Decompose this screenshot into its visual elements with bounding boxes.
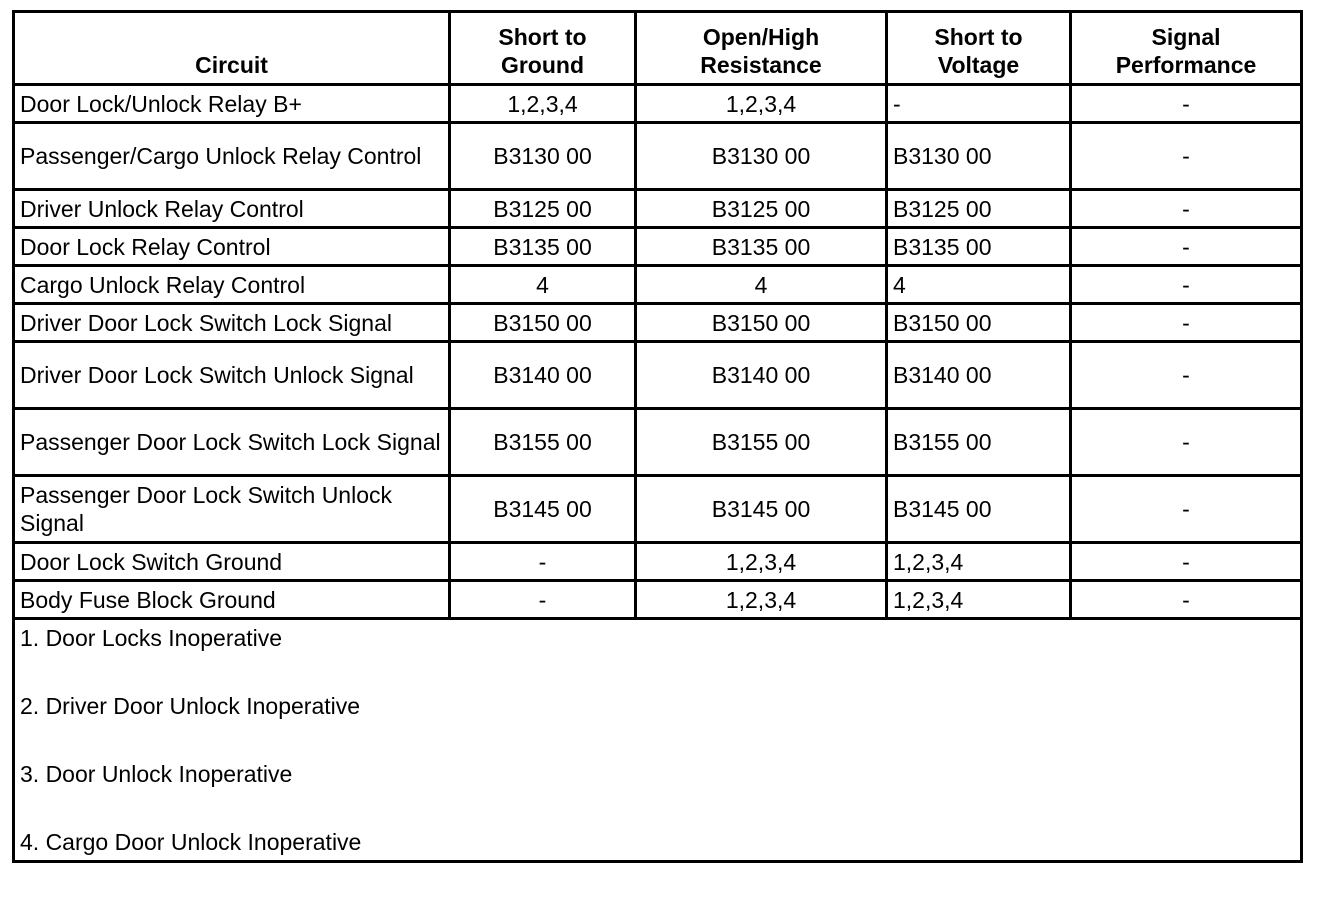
short-to-ground-cell: B3130 00 bbox=[450, 123, 636, 190]
open-high-resistance-cell: B3140 00 bbox=[636, 342, 887, 409]
open-high-resistance-cell: B3155 00 bbox=[636, 409, 887, 476]
circuit-cell: Driver Door Lock Switch Unlock Signal bbox=[14, 342, 450, 409]
table-row bbox=[14, 543, 1302, 581]
signal-performance-cell: - bbox=[1071, 304, 1302, 342]
circuit-cell: Passenger/Cargo Unlock Relay Control bbox=[14, 123, 450, 190]
short-to-voltage-cell: - bbox=[887, 85, 1071, 123]
short-to-ground-cell: B3155 00 bbox=[450, 409, 636, 476]
open-high-resistance-cell: B3125 00 bbox=[636, 190, 887, 228]
short-to-voltage-cell: B3140 00 bbox=[887, 342, 1071, 409]
circuit-cell: Driver Unlock Relay Control bbox=[14, 190, 450, 228]
table-row bbox=[14, 190, 1302, 228]
signal-performance-cell: - bbox=[1071, 409, 1302, 476]
short-to-voltage-cell: B3125 00 bbox=[887, 190, 1071, 228]
open-high-resistance-cell: 4 bbox=[636, 266, 887, 304]
short-to-voltage-cell: B3155 00 bbox=[887, 409, 1071, 476]
short-to-voltage-cell: 1,2,3,4 bbox=[887, 581, 1071, 619]
short-to-voltage-cell: B3150 00 bbox=[887, 304, 1071, 342]
short-to-ground-cell: B3125 00 bbox=[450, 190, 636, 228]
open-high-resistance-cell: 1,2,3,4 bbox=[636, 543, 887, 581]
header-open-high-line1: Open/High bbox=[702, 24, 820, 50]
signal-performance-cell: - bbox=[1071, 85, 1302, 123]
circuit-cell: Door Lock Relay Control bbox=[14, 228, 450, 266]
header-open-high-resistance bbox=[636, 12, 887, 85]
short-to-ground-cell: - bbox=[450, 543, 636, 581]
signal-performance-cell: - bbox=[1071, 543, 1302, 581]
open-high-resistance-cell: B3145 00 bbox=[636, 476, 887, 543]
short-to-ground-cell: B3140 00 bbox=[450, 342, 636, 409]
open-high-resistance-cell: B3135 00 bbox=[636, 228, 887, 266]
short-to-ground-cell: B3150 00 bbox=[450, 304, 636, 342]
signal-performance-cell: - bbox=[1071, 123, 1302, 190]
signal-performance-cell: - bbox=[1071, 581, 1302, 619]
circuit-cell: Door Lock/Unlock Relay B+ bbox=[14, 85, 450, 123]
circuit-cell: Door Lock Switch Ground bbox=[14, 543, 450, 581]
circuit-cell: Passenger Door Lock Switch Unlock Signal bbox=[14, 476, 450, 543]
note-item: 3. Door Unlock Inoperative bbox=[20, 761, 293, 787]
header-signal-performance-line2: Performance bbox=[1115, 52, 1257, 78]
table-row bbox=[14, 123, 1302, 190]
open-high-resistance-cell: 1,2,3,4 bbox=[636, 85, 887, 123]
header-circuit bbox=[14, 12, 450, 85]
short-to-voltage-cell: 4 bbox=[887, 266, 1071, 304]
header-short-to-ground-line1: Short to bbox=[498, 24, 587, 50]
note-item: 4. Cargo Door Unlock Inoperative bbox=[20, 829, 362, 855]
table-row bbox=[14, 85, 1302, 123]
signal-performance-cell: - bbox=[1071, 190, 1302, 228]
short-to-voltage-cell: B3145 00 bbox=[887, 476, 1071, 543]
short-to-ground-cell: 1,2,3,4 bbox=[450, 85, 636, 123]
signal-performance-cell: - bbox=[1071, 228, 1302, 266]
header-short-to-voltage bbox=[887, 12, 1071, 85]
table-row bbox=[14, 304, 1302, 342]
circuit-diagnostic-table bbox=[12, 10, 1303, 863]
table-row bbox=[14, 228, 1302, 266]
circuit-cell: Passenger Door Lock Switch Lock Signal bbox=[14, 409, 450, 476]
header-short-to-voltage-line2: Voltage bbox=[937, 52, 1020, 78]
notes-cell bbox=[14, 619, 1302, 862]
table-row bbox=[14, 476, 1302, 543]
short-to-voltage-cell: 1,2,3,4 bbox=[887, 543, 1071, 581]
note-item: 2. Driver Door Unlock Inoperative bbox=[20, 693, 361, 719]
open-high-resistance-cell: B3150 00 bbox=[636, 304, 887, 342]
short-to-ground-cell: - bbox=[450, 581, 636, 619]
header-short-to-voltage-line1: Short to bbox=[934, 24, 1023, 50]
short-to-ground-cell: 4 bbox=[450, 266, 636, 304]
open-high-resistance-cell: 1,2,3,4 bbox=[636, 581, 887, 619]
signal-performance-cell: - bbox=[1071, 476, 1302, 543]
header-signal-performance-line1: Signal bbox=[1151, 24, 1221, 50]
short-to-voltage-cell: B3135 00 bbox=[887, 228, 1071, 266]
header-short-to-ground bbox=[450, 12, 636, 85]
header-signal-performance bbox=[1071, 12, 1302, 85]
circuit-cell: Driver Door Lock Switch Lock Signal bbox=[14, 304, 450, 342]
short-to-ground-cell: B3135 00 bbox=[450, 228, 636, 266]
signal-performance-cell: - bbox=[1071, 266, 1302, 304]
circuit-cell: Body Fuse Block Ground bbox=[14, 581, 450, 619]
table-row bbox=[14, 581, 1302, 619]
header-row bbox=[14, 12, 1302, 85]
circuit-cell: Cargo Unlock Relay Control bbox=[14, 266, 450, 304]
notes-row bbox=[14, 619, 1302, 862]
table-row bbox=[14, 409, 1302, 476]
table-row bbox=[14, 342, 1302, 409]
circuit-diagnostic-table-wrapper bbox=[12, 10, 1300, 863]
short-to-ground-cell: B3145 00 bbox=[450, 476, 636, 543]
short-to-voltage-cell: B3130 00 bbox=[887, 123, 1071, 190]
open-high-resistance-cell: B3130 00 bbox=[636, 123, 887, 190]
table-row bbox=[14, 266, 1302, 304]
header-short-to-ground-line2: Ground bbox=[500, 52, 585, 78]
header-circuit-label: Circuit bbox=[195, 52, 268, 78]
header-open-high-line2: Resistance bbox=[700, 52, 822, 78]
signal-performance-cell: - bbox=[1071, 342, 1302, 409]
note-item: 1. Door Locks Inoperative bbox=[20, 625, 283, 651]
